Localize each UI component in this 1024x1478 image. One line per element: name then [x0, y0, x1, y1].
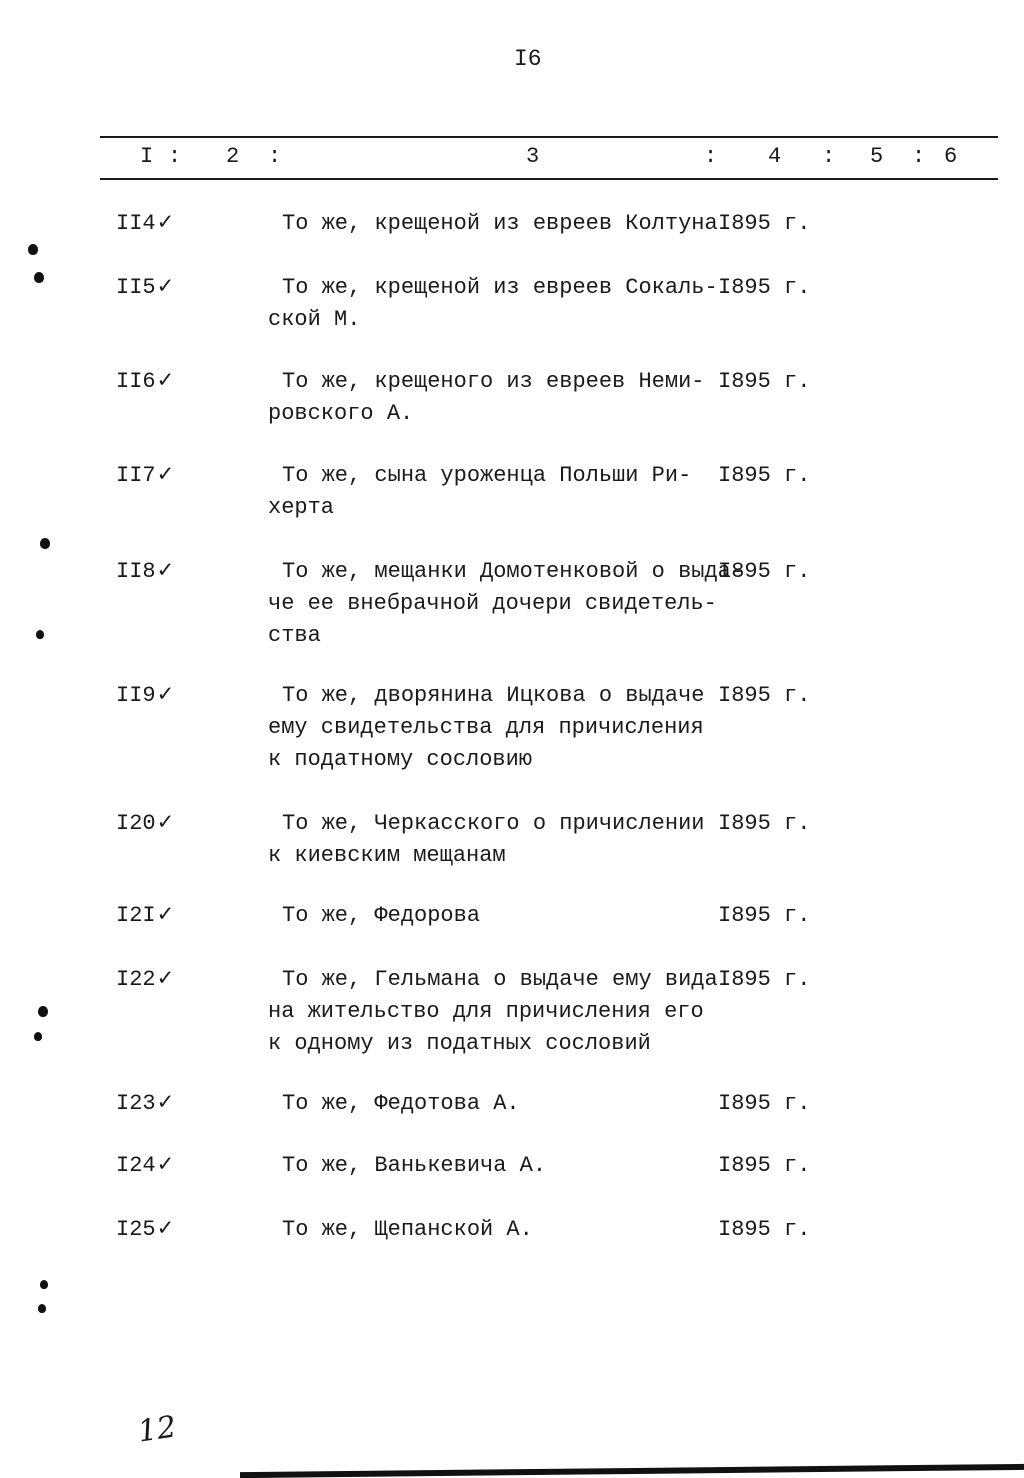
record-year: I895 г.	[718, 811, 811, 836]
record-year: I895 г.	[718, 1091, 811, 1116]
margin-mark	[38, 1304, 46, 1313]
column-header-5: 5	[870, 144, 884, 169]
record-description	[268, 964, 718, 1060]
record-number: I25	[116, 1217, 156, 1242]
record-number: II5	[116, 275, 156, 300]
record-description	[268, 208, 718, 240]
checkmark-icon: ✓	[158, 274, 173, 301]
description-line: То же, Черкасского о причислении	[282, 811, 705, 836]
description-line: То же, Щепанской А.	[282, 1217, 533, 1242]
record-description	[268, 460, 718, 524]
checkmark-icon: ✓	[158, 902, 173, 929]
checkmark-icon: ✓	[158, 558, 173, 585]
description-line: че ее внебрачной дочери свидетель-	[268, 591, 717, 616]
record-number: I24	[116, 1153, 156, 1178]
record-number: II7	[116, 463, 156, 488]
description-line: То же, дворянина Ицкова о выдаче	[282, 683, 705, 708]
column-header-3: 3	[526, 144, 540, 169]
description-line: То же, мещанки Домотенковой о выда-	[282, 559, 745, 584]
description-line: херта	[268, 495, 335, 520]
checkmark-icon: ✓	[158, 368, 173, 395]
column-separator: :	[168, 144, 182, 169]
description-line: ства	[268, 623, 321, 648]
margin-mark	[38, 1006, 48, 1017]
checkmark-icon: ✓	[158, 210, 173, 237]
handwritten-note: 12	[135, 1409, 179, 1450]
record-number: II6	[116, 369, 156, 394]
column-header-2: 2	[226, 144, 240, 169]
record-description	[268, 1150, 718, 1182]
description-line: То же, крещеной из евреев Колтуна	[282, 211, 718, 236]
record-year: I895 г.	[718, 1217, 811, 1242]
record-year: I895 г.	[718, 903, 811, 928]
record-year: I895 г.	[718, 967, 811, 992]
record-number: II9	[116, 683, 156, 708]
description-line: То же, крещеного из евреев Неми-	[282, 369, 705, 394]
checkmark-icon: ✓	[158, 1216, 173, 1243]
record-description	[268, 900, 718, 932]
record-year: I895 г.	[718, 463, 811, 488]
record-year: I895 г.	[718, 211, 811, 236]
record-description	[268, 1088, 718, 1120]
record-description	[268, 556, 745, 652]
record-number: I23	[116, 1091, 156, 1116]
record-number: II8	[116, 559, 156, 584]
column-separator: :	[704, 144, 718, 169]
record-number: I2I	[116, 903, 156, 928]
description-line: ровского А.	[268, 401, 414, 426]
description-line: То же, Федотова А.	[282, 1091, 520, 1116]
description-line: ему свидетельства для причисления	[268, 715, 704, 740]
record-description	[268, 272, 718, 336]
margin-mark	[40, 1280, 48, 1289]
checkmark-icon: ✓	[158, 682, 173, 709]
description-line: к одному из податных сословий	[268, 1031, 651, 1056]
description-line: То же, Гельмана о выдаче ему вида	[282, 967, 718, 992]
record-description	[268, 680, 718, 776]
checkmark-icon: ✓	[158, 810, 173, 837]
column-separator: :	[822, 144, 836, 169]
checkmark-icon: ✓	[158, 1152, 173, 1179]
column-separator: :	[912, 144, 926, 169]
description-line: ской М.	[268, 307, 361, 332]
margin-mark	[28, 244, 38, 255]
record-number: I20	[116, 811, 156, 836]
column-header-6: 6	[944, 144, 958, 169]
column-header-4: 4	[768, 144, 782, 169]
header-rule-top	[100, 136, 998, 138]
column-header-1: I	[140, 144, 154, 169]
header-rule-bottom	[100, 178, 998, 180]
description-line: к киевским мещанам	[268, 843, 506, 868]
record-year: I895 г.	[718, 1153, 811, 1178]
record-year: I895 г.	[718, 275, 811, 300]
page-number: I6	[514, 46, 542, 72]
margin-mark	[34, 272, 44, 283]
description-line: То же, сына уроженца Польши Ри-	[282, 463, 692, 488]
checkmark-icon: ✓	[158, 966, 173, 993]
margin-mark	[40, 538, 50, 549]
column-separator: :	[268, 144, 282, 169]
description-line: к податному сословию	[268, 747, 533, 772]
record-year: I895 г.	[718, 369, 811, 394]
record-year: I895 г.	[718, 559, 811, 584]
checkmark-icon: ✓	[158, 1090, 173, 1117]
checkmark-icon: ✓	[158, 462, 173, 489]
record-year: I895 г.	[718, 683, 811, 708]
margin-mark	[36, 630, 44, 639]
description-line: То же, Ванькевича А.	[282, 1153, 547, 1178]
description-line: на жительство для причисления его	[268, 999, 704, 1024]
description-line: То же, крещеной из евреев Сокаль-	[282, 275, 718, 300]
record-description	[268, 366, 718, 430]
record-description	[268, 1214, 718, 1246]
record-number: I22	[116, 967, 156, 992]
record-number: II4	[116, 211, 156, 236]
record-description	[268, 808, 718, 872]
description-line: То же, Федорова	[282, 903, 481, 928]
margin-mark	[34, 1032, 42, 1041]
